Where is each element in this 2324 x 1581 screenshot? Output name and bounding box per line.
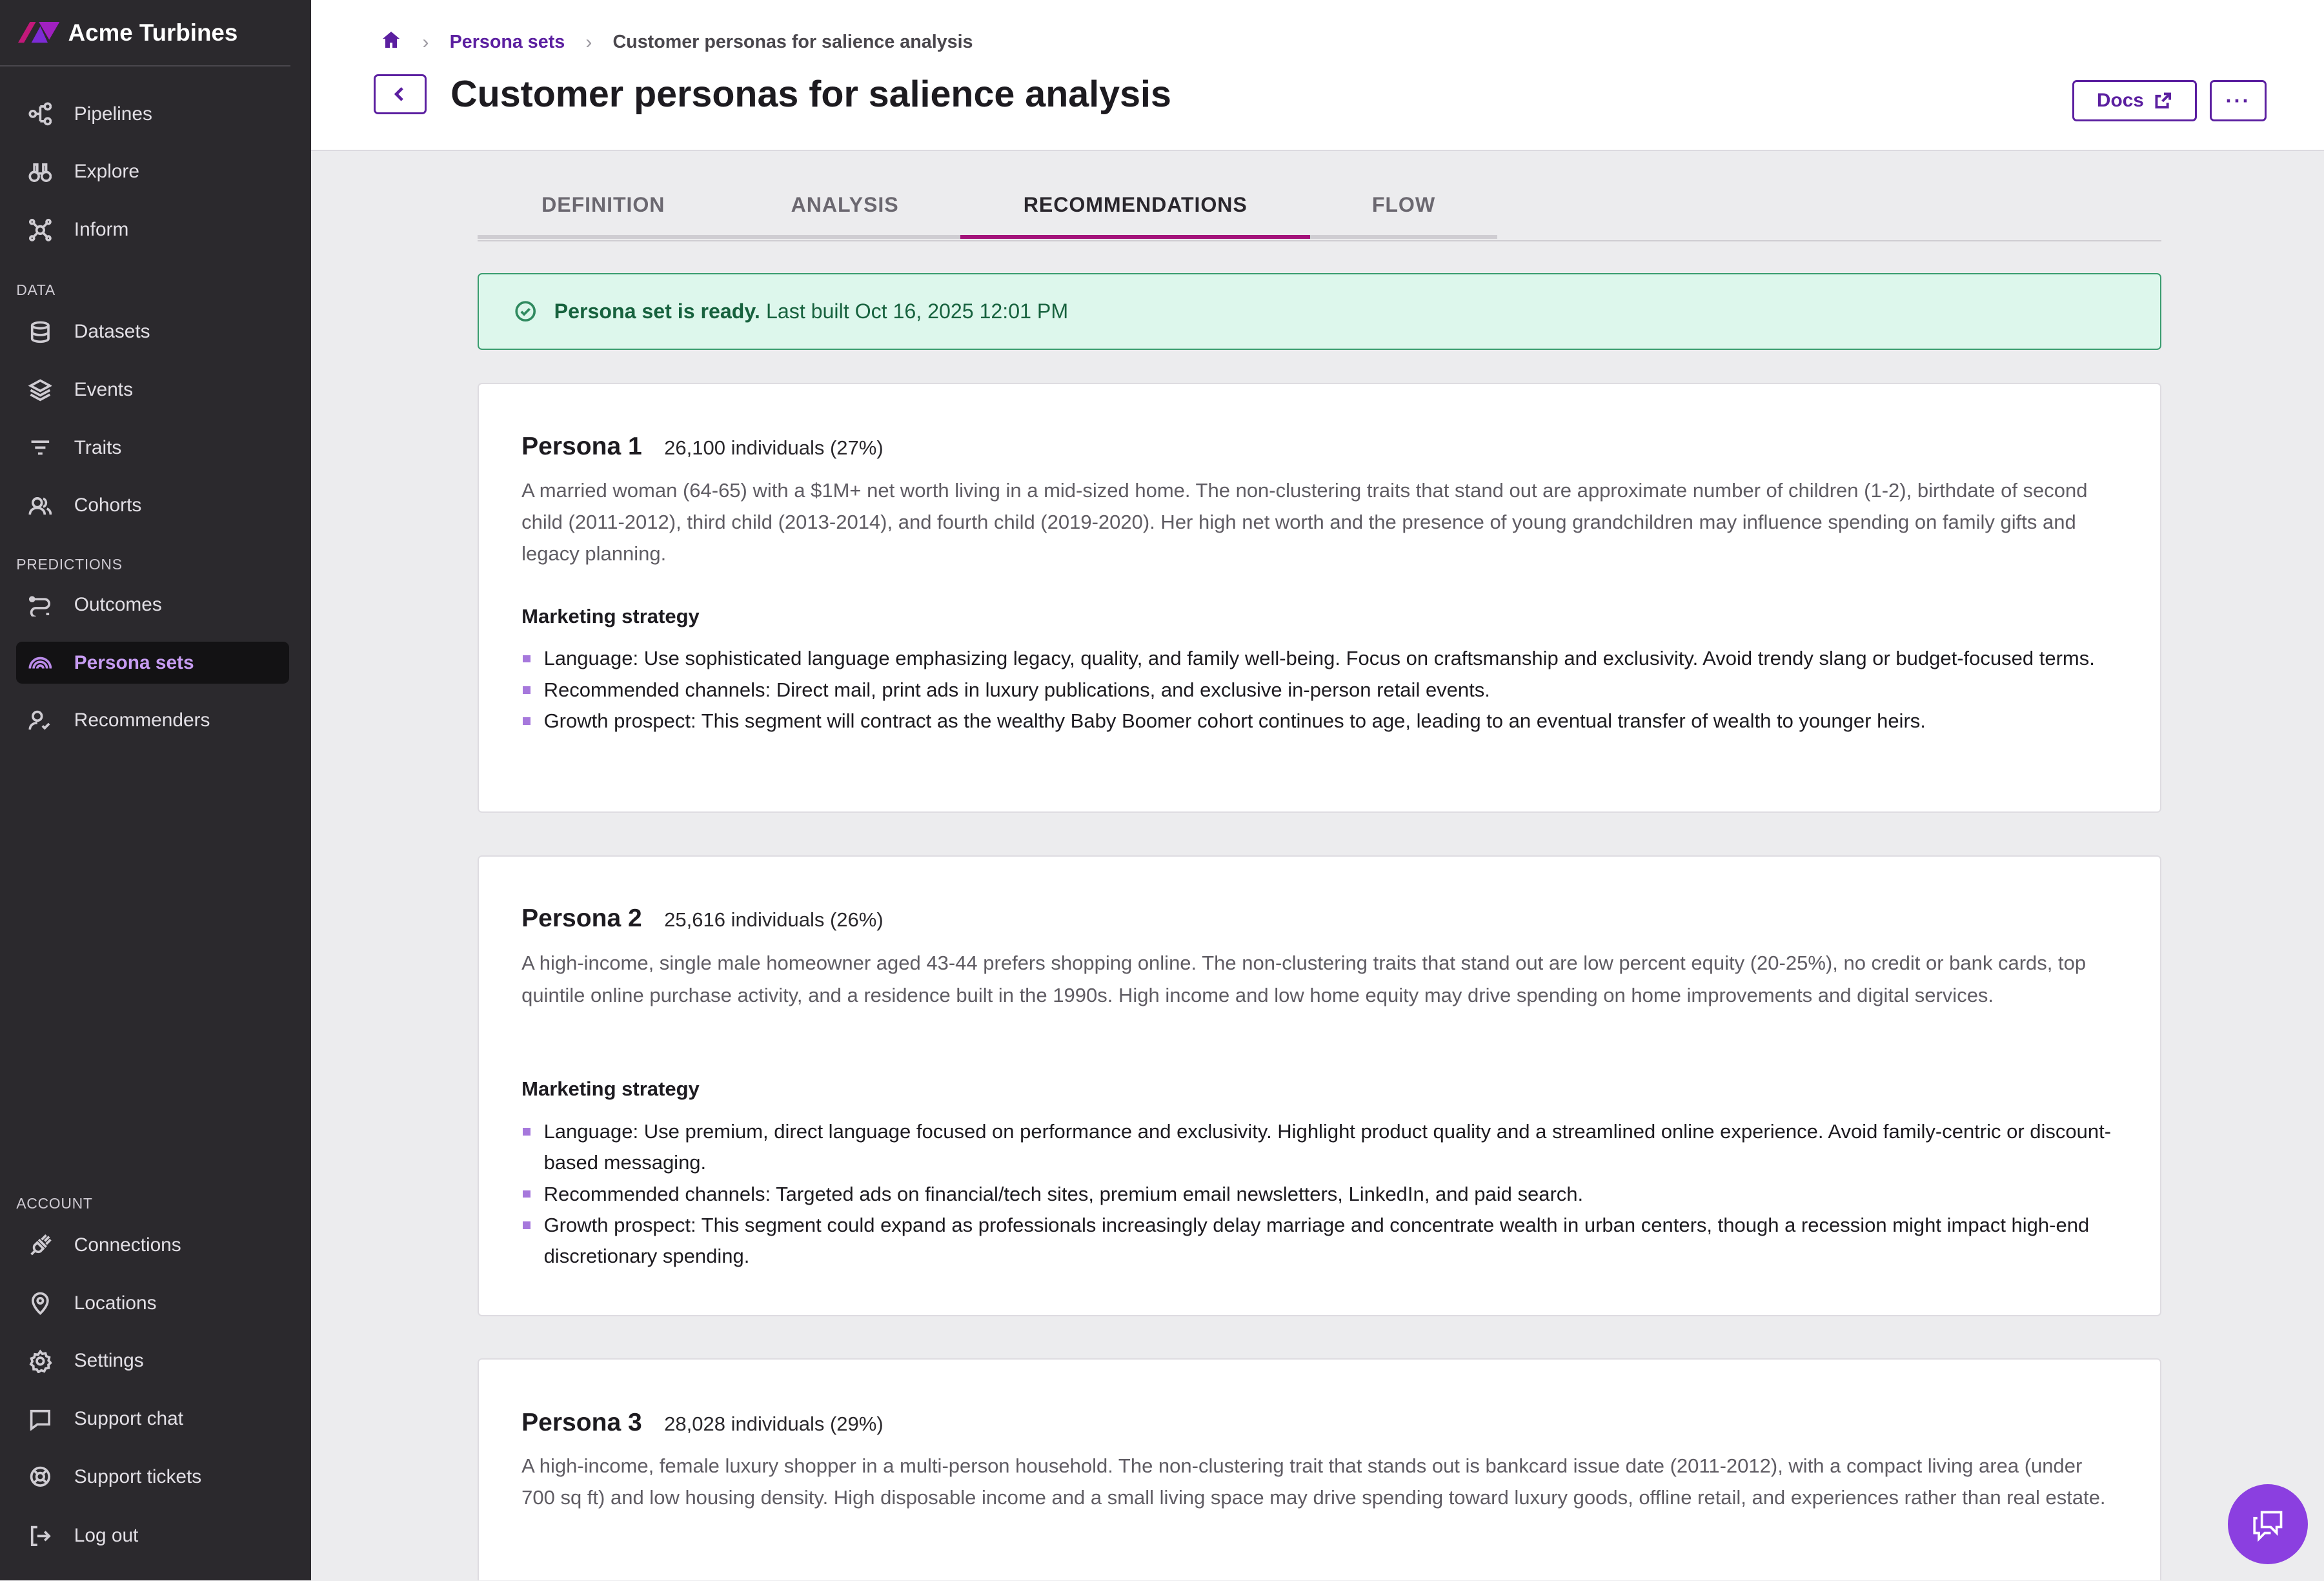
persona-description: A high-income, single male homeowner aged 43-44 prefers shopping online. The non-clustering traits that stand out are low percent equity (20-25%), no credit or bank cards, top quintile online purchase activity, and a residence built in the 1990s. High income and low home equity may drive spending on home improvements and digital services. [521,952,2087,1006]
list-item: Recommended channels: Targeted ads on financial/tech sites, premium email newsletters, LinkedIn, and paid search. [521,1179,2119,1210]
persona-header [521,904,884,933]
back-button[interactable] [374,74,427,114]
persona-header [521,433,884,461]
chevron-left-icon [391,85,409,103]
sidebar-item-datasets[interactable] [16,311,289,352]
chat-icon [26,1405,53,1432]
sidebar-item-inform[interactable] [16,209,289,250]
docs-label: Docs [2096,90,2144,112]
docs-button[interactable] [2072,80,2197,121]
rainbow-icon [26,649,53,676]
sidebar-item-label: Outcomes [74,594,162,616]
sidebar-item-label: Connections [74,1234,181,1256]
sidebar-item-label: Cohorts [74,495,142,516]
section-account-label: ACCOUNT [16,1195,93,1212]
sidebar-item-traits[interactable] [16,427,289,468]
breadcrumb [381,30,973,56]
sidebar-item-label: Traits [74,436,122,458]
outcomes-icon [26,591,53,618]
acme-logo-icon [18,22,59,43]
strategy-list [521,643,2119,737]
filter-icon [26,434,53,461]
check-circle-icon [514,300,536,322]
sidebar-item-events[interactable] [16,369,289,411]
inform-icon [26,216,53,243]
app-name: Acme Turbines [68,19,238,46]
banner-last-built-text: Last built Oct 16, 2025 12:01 PM [766,299,1069,323]
sidebar-item-label: Support chat [74,1407,184,1429]
layers-icon [26,376,53,403]
list-item: Growth prospect: This segment could expand as professionals increasingly delay marriage and concentrate wealth in urban centers, though a recession might impact high-end discretionary spending. [521,1210,2119,1272]
breadcrumb-separator-icon: › [422,31,429,53]
gear-icon [26,1348,53,1374]
persona-card [478,1358,2161,1581]
lifebuoy-icon [26,1464,53,1490]
chat-bubbles-icon [2248,1505,2287,1544]
sidebar-item-label: Inform [74,218,129,240]
recommender-icon [26,708,53,734]
sidebar-item-label: Log out [74,1525,139,1547]
sidebar-item-support-tickets[interactable] [16,1456,289,1497]
location-pin-icon [26,1290,53,1316]
sidebar-item-support-chat[interactable] [16,1398,289,1440]
persona-description: A married woman (64-65) with a $1M+ net worth living in a mid-sized home. The non-clustering traits that stand out are approximate number of children (1-2), birthdate of second child (2011-2012), third child (2013-2014), and fourth child (2019-2020). Her high net worth and the presence of young grandchildren may influence spending on family gifts and legacy planning. [521,478,2088,566]
strategy-list [521,1116,2119,1272]
sidebar-item-log-out[interactable] [16,1515,289,1556]
persona-count: 26,100 individuals (27%) [664,436,884,460]
persona-header [521,1409,884,1437]
home-icon[interactable] [381,30,401,56]
tab-bar [478,175,2161,241]
sidebar-item-pipelines[interactable] [16,94,289,135]
sidebar-item-connections[interactable] [16,1225,289,1266]
sidebar-item-explore[interactable] [16,151,289,192]
list-item: Recommended channels: Direct mail, print ads in luxury publications, and exclusive in-person retail events. [521,675,2119,706]
breadcrumb-persona-sets-link[interactable]: Persona sets [449,32,565,53]
sidebar-item-label: Pipelines [74,103,152,125]
page-header [311,0,2324,151]
sidebar-item-recommenders[interactable] [16,700,289,741]
status-banner [478,273,2161,350]
persona-description: A high-income, female luxury shopper in a multi-person household. The non-clustering trait that stands out is bankcard issue date (2011-2012), with a compact living area (under 700 sq ft) and low housing density. High disposable income and a small living space may drive spending toward luxury goods, offline retail, and experiences rather than real estate. [521,1454,2106,1509]
users-icon [26,493,53,519]
persona-card [478,383,2161,813]
sidebar-item-label: Settings [74,1350,144,1372]
brand[interactable] [0,0,290,66]
list-item: Language: Use sophisticated language emphasizing legacy, quality, and family well-being. Focus on craftsmanship and exclusivity. Avoid trendy slang or budget-focused terms. [521,643,2119,674]
list-item: Growth prospect: This segment will contract as the wealthy Baby Boomer cohort continues to age, leading to an eventual transfer of wealth to younger heirs. [521,706,2119,737]
marketing-strategy-title: Marketing strategy [521,604,700,627]
database-icon [26,319,53,345]
persona-title: Persona 3 [521,1408,642,1436]
logout-icon [26,1523,53,1549]
persona-title: Persona 2 [521,904,642,932]
plug-icon [26,1232,53,1259]
page-title: Customer personas for salience analysis [450,73,1171,115]
sidebar-item-persona-sets[interactable] [16,642,289,683]
support-chat-button[interactable] [2228,1484,2308,1564]
external-link-icon [2154,92,2172,110]
tab-recommendations[interactable]: RECOMMENDATIONS [960,175,1310,239]
more-options-button[interactable]: ··· [2210,80,2266,121]
banner-status-text: Persona set is ready. [554,299,760,323]
persona-count: 28,028 individuals (29%) [664,1412,884,1435]
marketing-strategy-title: Marketing strategy [521,1077,700,1101]
binoculars-icon [26,159,53,185]
sidebar-item-label: Events [74,379,134,401]
sidebar-item-label: Locations [74,1292,157,1314]
sidebar-item-label: Persona sets [74,651,194,673]
sidebar-item-outcomes[interactable] [16,584,289,626]
sidebar-item-locations[interactable] [16,1283,289,1324]
persona-title: Persona 1 [521,433,642,461]
section-predictions-label: PREDICTIONS [16,556,123,573]
tab-analysis[interactable]: ANALYSIS [729,175,960,239]
list-item: Language: Use premium, direct language focused on performance and exclusivity. Highlight product quality and a streamlined online experience. Avoid family-centric or discount-based messaging. [521,1116,2119,1178]
persona-card [478,855,2161,1316]
breadcrumb-current: Customer personas for salience analysis [612,32,973,53]
sidebar [0,0,311,1580]
sidebar-item-cohorts[interactable] [16,485,289,526]
tab-definition[interactable]: DEFINITION [478,175,729,239]
sidebar-item-settings[interactable] [16,1340,289,1382]
sidebar-item-label: Support tickets [74,1465,202,1487]
sidebar-item-label: Recommenders [74,709,210,731]
section-data-label: DATA [16,281,56,299]
sidebar-item-label: Explore [74,161,139,183]
persona-count: 25,616 individuals (26%) [664,908,884,931]
pipeline-icon [26,101,53,127]
sidebar-item-label: Datasets [74,321,150,343]
tab-flow[interactable]: FLOW [1310,175,1497,239]
breadcrumb-separator-icon: › [585,31,592,53]
